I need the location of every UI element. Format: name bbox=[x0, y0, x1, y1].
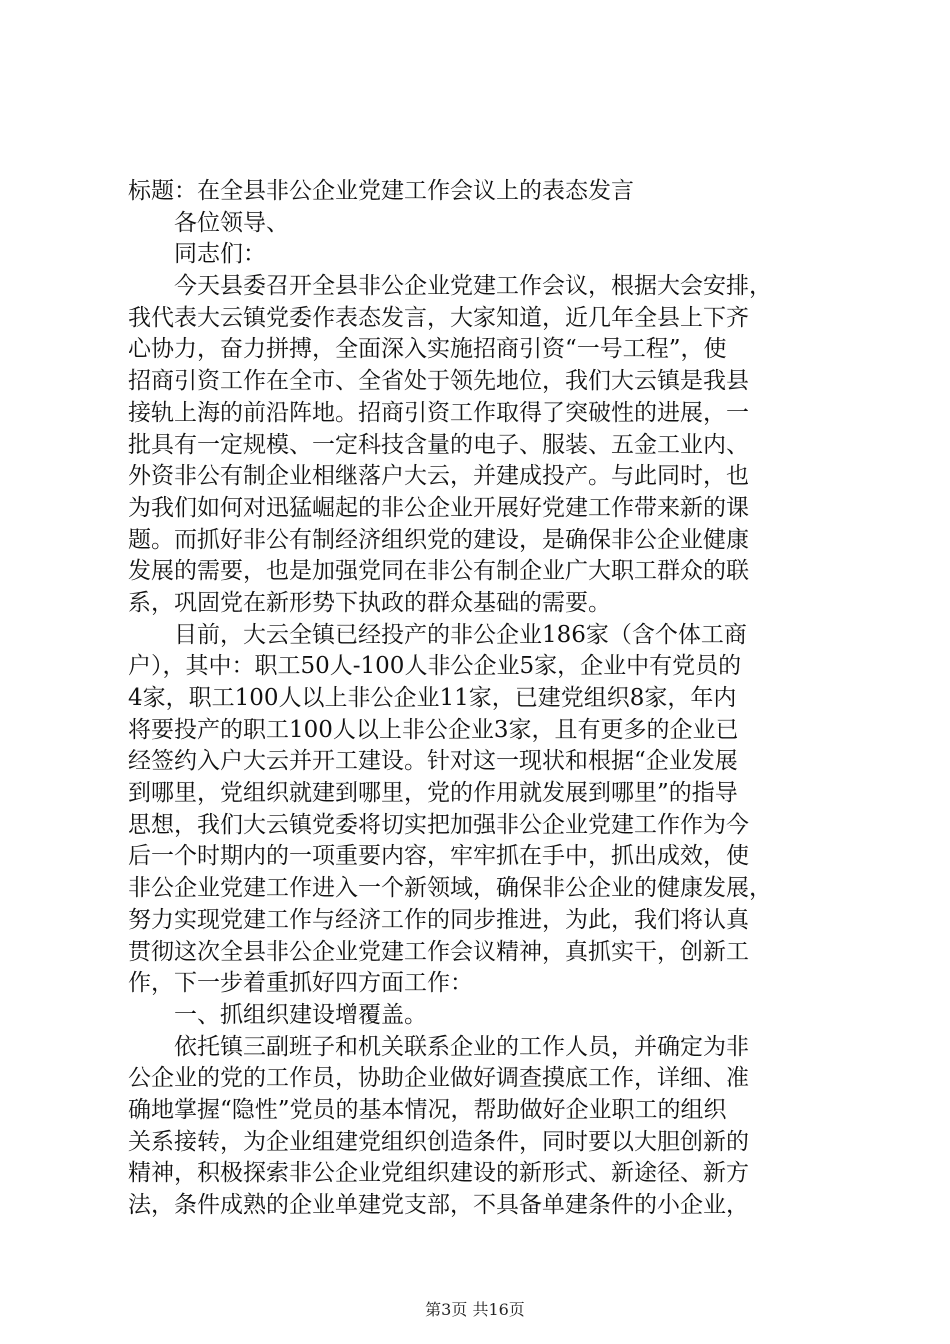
paragraph-line: 确地掌握“隐性”党员的基本情况，帮助做好企业职工的组织 bbox=[128, 1096, 727, 1123]
paragraph-2 bbox=[128, 620, 828, 1000]
paragraph-line: 经签约入户大云并开工建设。针对这一现状和根据“企业发展 bbox=[128, 748, 738, 775]
salutation-comrades: 同志们： bbox=[174, 241, 266, 268]
section-heading: 一、抓组织建设增覆盖。 bbox=[174, 1001, 427, 1028]
paragraph-line: 依托镇三副班子和机关联系企业的工作人员，并确定为非 bbox=[174, 1033, 749, 1060]
paragraph-line: 接轨上海的前沿阵地。招商引资工作取得了突破性的进展，一 bbox=[128, 399, 749, 426]
paragraph-line: 努力实现党建工作与经济工作的同步推进，为此，我们将认真 bbox=[128, 906, 749, 933]
paragraph-line: 今天县委召开全县非公企业党建工作会议，根据大会安排， bbox=[174, 273, 772, 300]
paragraph-1 bbox=[128, 271, 828, 620]
paragraph-line: 户），其中：职工50人-100人非公企业5家，企业中有党员的 bbox=[128, 653, 742, 680]
paragraph-line: 关系接转，为企业组建党组织创造条件，同时要以大胆创新的 bbox=[128, 1128, 749, 1155]
paragraph-line: 将要投产的职工100人以上非公企业3家，且有更多的企业已 bbox=[128, 716, 739, 743]
paragraph-line: 法，条件成熟的企业单建党支部，不具备单建条件的小企业， bbox=[128, 1192, 749, 1218]
paragraph-line: 系，巩固党在新形势下执政的群众基础的需要。 bbox=[128, 589, 611, 616]
document-body bbox=[128, 176, 828, 1222]
salutation-leaders: 各位领导、 bbox=[174, 209, 289, 236]
paragraph-line: 心协力，奋力拼搏，全面深入实施招商引资“一号工程”，使 bbox=[128, 336, 727, 363]
document-title: 标题：在全县非公企业党建工作会议上的表态发言 bbox=[128, 178, 634, 204]
paragraph-line: 非公企业党建工作进入一个新领域，确保非公企业的健康发展， bbox=[128, 875, 772, 902]
paragraph-line: 批具有一定规模、一定科技含量的电子、服装、五金工业内、 bbox=[128, 431, 749, 458]
paragraph-line: 题。而抓好非公有制经济组织党的建设，是确保非公企业健康 bbox=[128, 526, 749, 553]
paragraph-line: 思想，我们大云镇党委将切实把加强非公企业党建工作作为今 bbox=[128, 811, 749, 838]
paragraph-line: 4家，职工100人以上非公企业11家，已建党组织8家，年内 bbox=[128, 685, 737, 711]
paragraph-line: 目前，大云全镇已经投产的非公企业186家（含个体工商 bbox=[174, 621, 747, 648]
paragraph-line: 到哪里，党组织就建到哪里，党的作用就发展到哪里”的指导 bbox=[128, 780, 738, 807]
page-number: 第3页 共16页 bbox=[425, 1300, 525, 1319]
paragraph-line: 精神，积极探索非公企业党组织建设的新形式、新途径、新方 bbox=[128, 1160, 749, 1187]
paragraph-3 bbox=[128, 1032, 828, 1222]
paragraph-line: 招商引资工作在全市、全省处于领先地位，我们大云镇是我县 bbox=[128, 368, 749, 395]
paragraph-line: 贯彻这次全县非公企业党建工作会议精神，真抓实干，创新工 bbox=[128, 938, 749, 965]
paragraph-line: 作，下一步着重抓好四方面工作： bbox=[128, 970, 473, 997]
paragraph-line: 发展的需要，也是加强党同在非公有制企业广大职工群众的联 bbox=[128, 558, 749, 585]
paragraph-line: 我代表大云镇党委作表态发言，大家知道，近几年全县上下齐 bbox=[128, 304, 749, 331]
paragraph-line: 为我们如何对迅猛崛起的非公企业开展好党建工作带来新的课 bbox=[128, 494, 749, 521]
paragraph-line: 外资非公有制企业相继落户大云，并建成投产。与此同时，也 bbox=[128, 463, 749, 490]
paragraph-line: 后一个时期内的一项重要内容，牢牢抓在手中，抓出成效，使 bbox=[128, 843, 749, 870]
paragraph-line: 公企业的党的工作员，协助企业做好调查摸底工作，详细、准 bbox=[128, 1065, 749, 1092]
